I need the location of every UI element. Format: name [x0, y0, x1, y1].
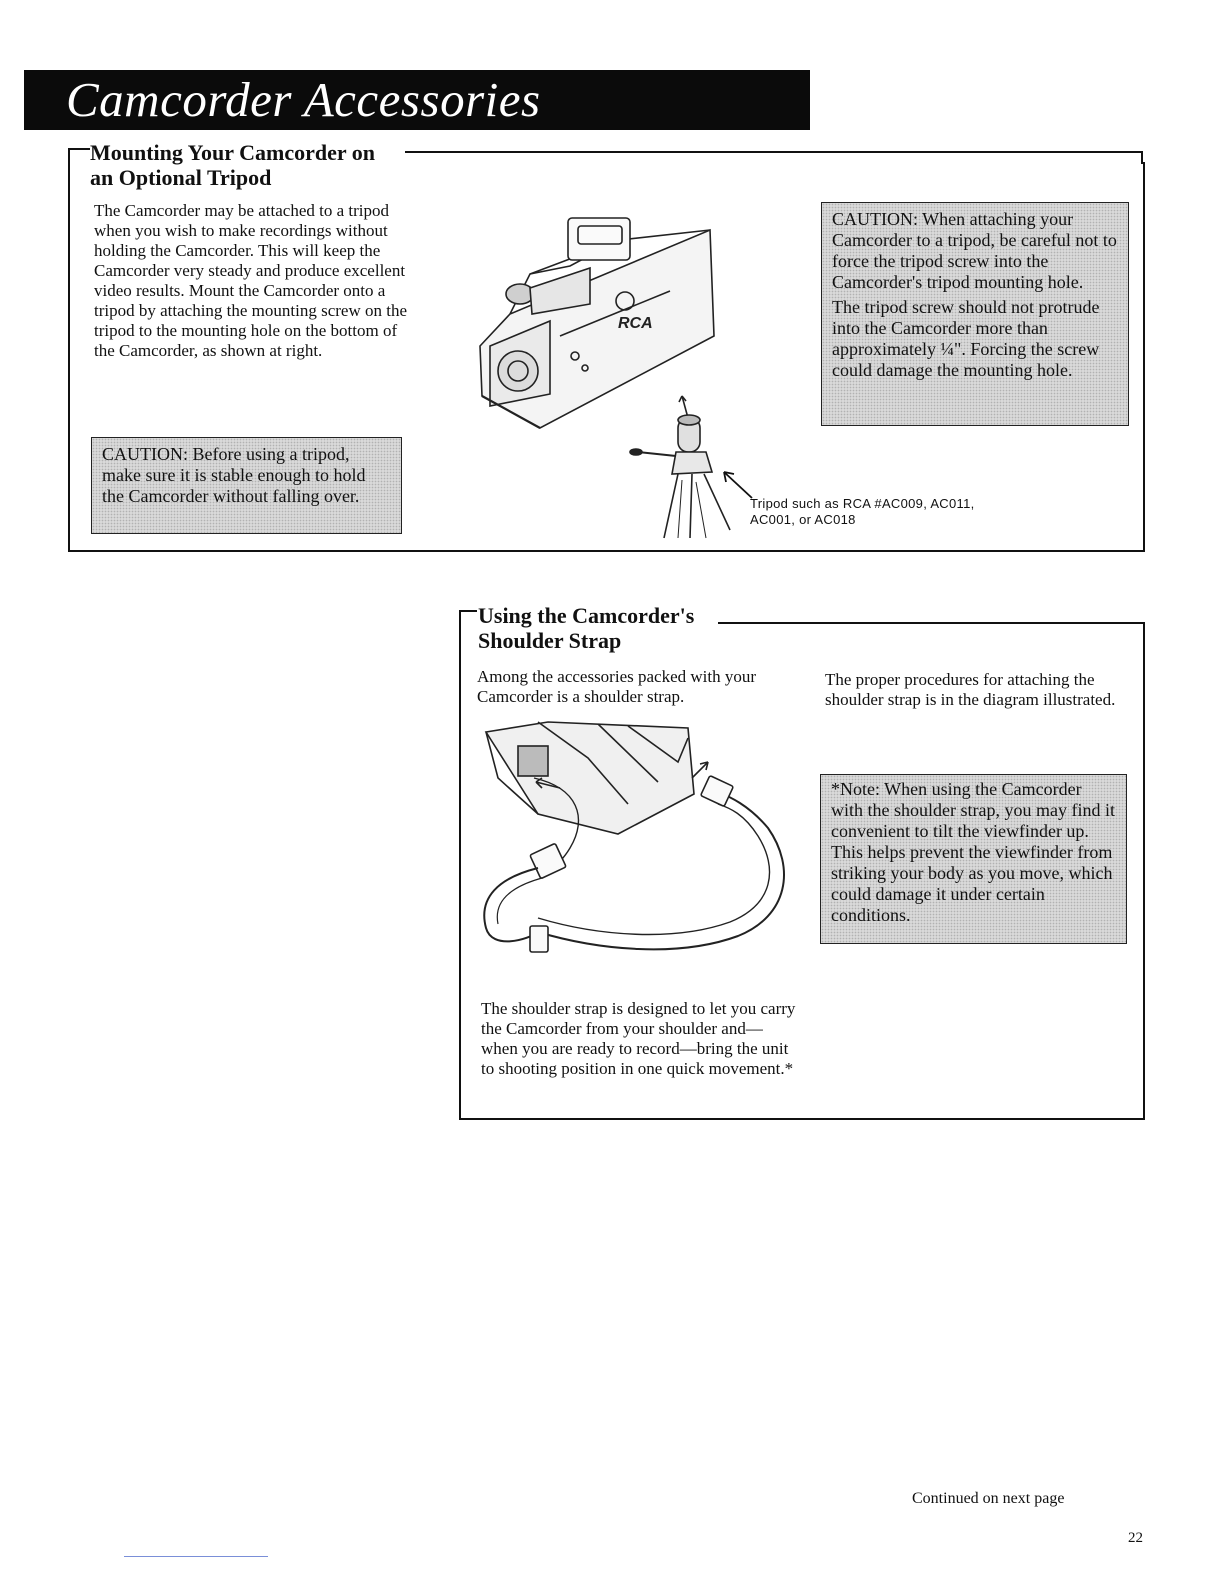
strap-procedure-text: The proper procedures for attaching the shoulder strap is in the diagram illustrated.	[825, 670, 1116, 709]
strap-heading-line2: Shoulder Strap	[478, 628, 622, 653]
caution-right-text-1: CAUTION: When attaching your Camcorder to a tripod, be careful not to force the tripod screw into the Camcorder's tripod mounting hole.	[832, 209, 1117, 292]
strap-heading	[478, 603, 694, 653]
strap-usage-text: The shoulder strap is designed to let you carry the Camcorder from your shoulder and—when you are ready to record—bring the unit to shooting position in one quick movement.*	[481, 999, 796, 1078]
strap-procedure	[825, 670, 1130, 710]
tripod-section-rule-right	[1141, 152, 1143, 164]
page-number: 22	[1128, 1530, 1143, 1546]
strap-section-rule	[718, 622, 1143, 624]
strap-section-tick	[459, 610, 477, 612]
note-box	[820, 774, 1127, 944]
strap-section-rule-drop	[459, 610, 461, 624]
shoulder-strap-illustration	[478, 718, 798, 968]
caution-left-box	[91, 437, 402, 534]
tripod-section-tick	[68, 148, 90, 150]
caution-left-text: CAUTION: Before using a tripod, make sure it is stable enough to hold the Camcorder without falling over.	[102, 444, 366, 506]
strap-intro	[477, 667, 787, 707]
tripod-heading-line1: Mounting Your Camcorder on	[90, 140, 375, 165]
caution-right-text-2: The tripod screw should not protrude into the Camcorder more than approximately ¼". Forcing the screw could damage the mounting hole.	[832, 297, 1100, 380]
tripod-section-rule	[405, 151, 1143, 153]
title-banner	[24, 70, 810, 130]
footer-divider	[124, 1556, 268, 1557]
tripod-section-rule-drop	[68, 148, 70, 162]
tripod-body	[94, 201, 412, 361]
strap-intro-text: Among the accessories packed with your Camcorder is a shoulder strap.	[477, 667, 756, 706]
note-text: *Note: When using the Camcorder with the shoulder strap, you may find it convenient to tilt the viewfinder up. This helps prevent the viewfinder from striking your body as you move, which could damage it under certain conditions.	[831, 779, 1115, 925]
caution-right-box	[821, 202, 1129, 426]
tripod-heading	[90, 140, 375, 190]
rca-logo: RCA	[618, 315, 653, 332]
strap-usage	[481, 999, 799, 1079]
continued-note: Continued on next page	[912, 1490, 1065, 1507]
tripod-heading-line2: an Optional Tripod	[90, 165, 272, 190]
tripod-caption	[750, 496, 990, 528]
page-title: Camcorder Accessories	[66, 72, 541, 127]
tripod-illustration	[620, 390, 750, 540]
tripod-body-text: The Camcorder may be attached to a tripod when you wish to make recordings without holding the Camcorder. This will keep the Camcorder very steady and produce excellent video results. Mount the Camcorder onto a tripod by attaching the mounting screw on the tripod to the mounting hole on the bottom of the Camcorder, as shown at right.	[94, 201, 408, 360]
tripod-caption-text: Tripod such as RCA #AC009, AC011, AC001, or AC018	[750, 496, 975, 527]
strap-heading-line1: Using the Camcorder's	[478, 603, 695, 628]
